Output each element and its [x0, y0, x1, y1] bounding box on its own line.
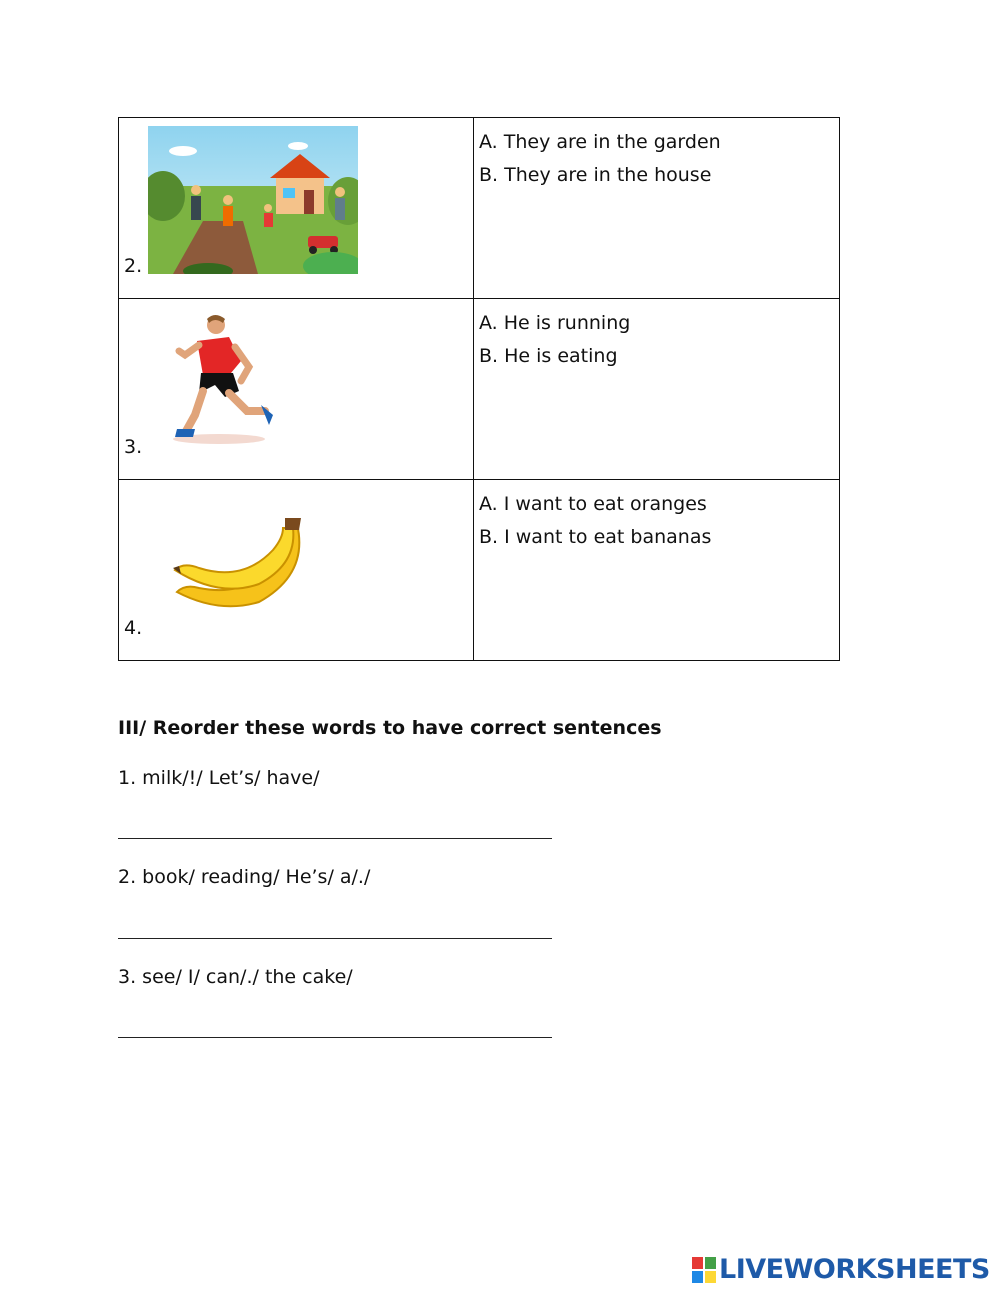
question-number: 3. [124, 436, 143, 458]
answer-option-a[interactable]: A. I want to eat oranges [479, 493, 707, 515]
answer-line[interactable] [118, 1037, 552, 1039]
question-row [119, 480, 840, 661]
live-logo-icon [692, 1257, 716, 1283]
liveworksheets-logo [692, 1254, 990, 1285]
answer-line[interactable] [118, 838, 552, 840]
reorder-prompt: 2. book/ reading/ He’s/ a/./ [118, 866, 371, 888]
answer-option-b[interactable]: B. I want to eat bananas [479, 526, 712, 548]
answer-line[interactable] [118, 938, 552, 940]
question-number: 2. [124, 255, 143, 277]
answer-cell [474, 480, 840, 661]
answer-cell [474, 299, 840, 480]
question-image-cell [119, 299, 474, 480]
brand-name: LIVEWORKSHEETS [719, 1254, 990, 1285]
answer-option-a[interactable]: A. They are in the garden [479, 131, 721, 153]
running-man-icon [169, 311, 279, 449]
answer-option-a[interactable]: A. He is running [479, 312, 631, 334]
reorder-prompt: 1. milk/!/ Let’s/ have/ [118, 767, 320, 789]
section-title: III/ Reorder these words to have correct sentences [118, 717, 662, 739]
question-image-cell [119, 118, 474, 299]
answer-cell [474, 118, 840, 299]
answer-option-b[interactable]: B. He is eating [479, 345, 618, 367]
question-row [119, 118, 840, 299]
garden-family-icon [148, 126, 358, 274]
question-row [119, 299, 840, 480]
question-table [118, 117, 840, 661]
banana-icon [169, 514, 309, 614]
answer-option-b[interactable]: B. They are in the house [479, 164, 712, 186]
reorder-prompt: 3. see/ I/ can/./ the cake/ [118, 966, 353, 988]
question-image-cell [119, 480, 474, 661]
question-number: 4. [124, 617, 143, 639]
